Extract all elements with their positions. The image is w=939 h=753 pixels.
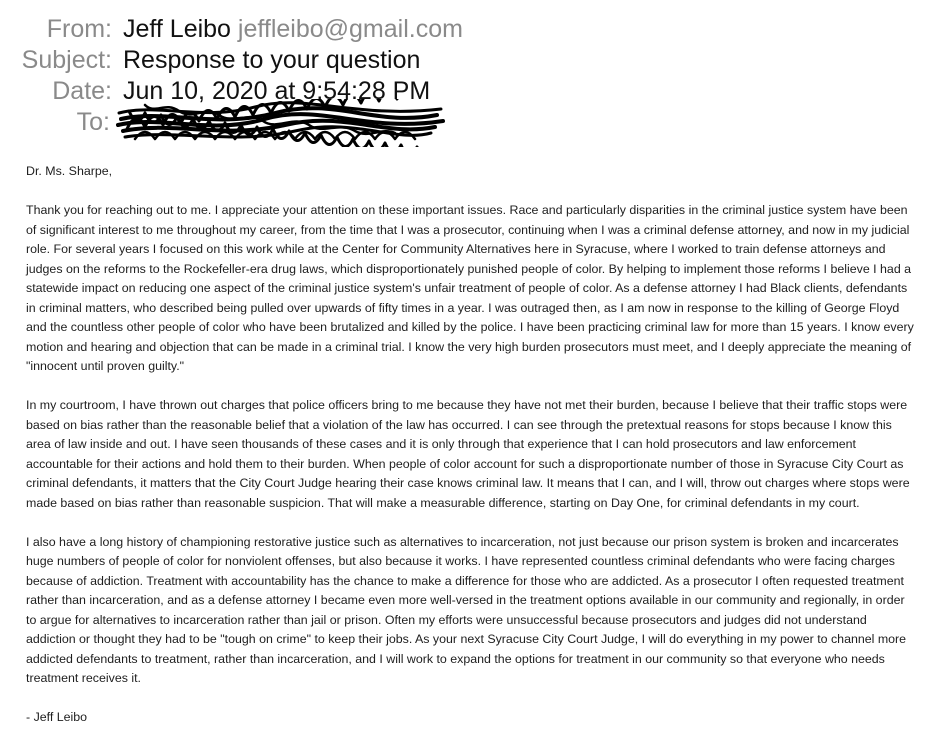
body-paragraph: In my courtroom, I have thrown out charges that police officers bring to me because they have not met their burden, because I believe that their traffic stops were based on bias rather than the reasonable belief that a violation of the law has occurred. I can see through the pretextual reasons for stops because I know this area of law inside and out. I have seen thousands of these cases and it is only through that experience that I can hold prosecutors and law enforcement accountable for their actions and hold them to their burden. When people of color account for such a disproportionate number of those in Syracuse City Court as criminal defendants, it matters that the City Court Judge hearing their case knows criminal law. It means that I can, and I will, throw out charges where stops were made based on bias rather than reasonable suspicion. That will make a measurable difference, starting on Day One, for criminal defendants in my court.: [26, 398, 910, 510]
subject-label: Subject:: [21, 46, 112, 74]
from-value: [123, 14, 463, 45]
from-label: From:: [46, 15, 112, 43]
body-paragraph: Thank you for reaching out to me. I appreciate your attention on these important issues. Race and particularly disparities in the criminal justice system have been of significant interest to me throughout my career, from the time that I was a prosecutor, continuing when I was a criminal defense attorney, and now in my judicial role. For several years I focused on this work while at the Center for Community Alternatives here in Syracuse, where I worked to train defense attorneys and judges on the reforms to the Rockefeller-era drug laws, which disproportionately punished people of color. By helping to implement those reforms I believe I had a statewide impact on reducing one aspect of the criminal justice system's unfair treatment of people of color. As a defense attorney I had Black clients, defendants in criminal matters, who described being pulled over upwards of fifty times in a year. I was outraged then, as I am now in response to the killing of George Floyd and the countless other people of color who have been brutalized and killed by the police. I have been practicing criminal law for more than 15 years. I know every motion and hearing and objection that can be made in a criminal trial. I know the very high burden prosecutors must meet, and I deeply appreciate the meaning of "innocent until proven guilty.": [26, 203, 914, 373]
sender-email[interactable]: jeffleibo@gmail.com: [237, 15, 463, 43]
email-header: [0, 14, 939, 138]
body-paragraph: I also have a long history of championing restorative justice such as alternatives to incarceration, not just because our prison system is broken and incarcerates huge numbers of people of color for nonviolent offenses, but also because it works. I have represented countless criminal defendants who were facing charges because of addiction. Treatment with accountability has the chance to make a difference for those who are addicted. As a prosecutor I often requested treatment rather than incarceration, and as a defense attorney I became even more well-versed in the treatment options available in our community and regionally, in order to argue for alternatives to incarceration rather than jail or prison. Often my efforts were unsuccessful because prosecutors and judges did not understand addiction or thought they had to be "tough on crime" to keep their jobs. As your next Syracuse City Court Judge, I will do everything in my power to channel more addicted defendants to treatment, rather than incarceration, and I will work to expand the options for treatment in our community so that everyone who needs treatment receives it.: [26, 534, 907, 685]
redaction-scribble: [115, 99, 445, 147]
date-label: Date:: [52, 77, 112, 105]
subject-value: Response to your question: [123, 46, 421, 74]
greeting: Dr. Ms. Sharpe,: [26, 164, 113, 178]
to-row: [0, 107, 939, 138]
from-row: [0, 14, 939, 45]
date-value: Jun 10, 2020 at 9:54:28 PM: [123, 77, 431, 105]
subject-row: [0, 45, 939, 76]
email-body: [26, 162, 914, 728]
sender-name: Jeff Leibo: [123, 15, 231, 43]
signature: - Jeff Leibo: [26, 710, 88, 724]
to-label: To:: [76, 108, 110, 136]
